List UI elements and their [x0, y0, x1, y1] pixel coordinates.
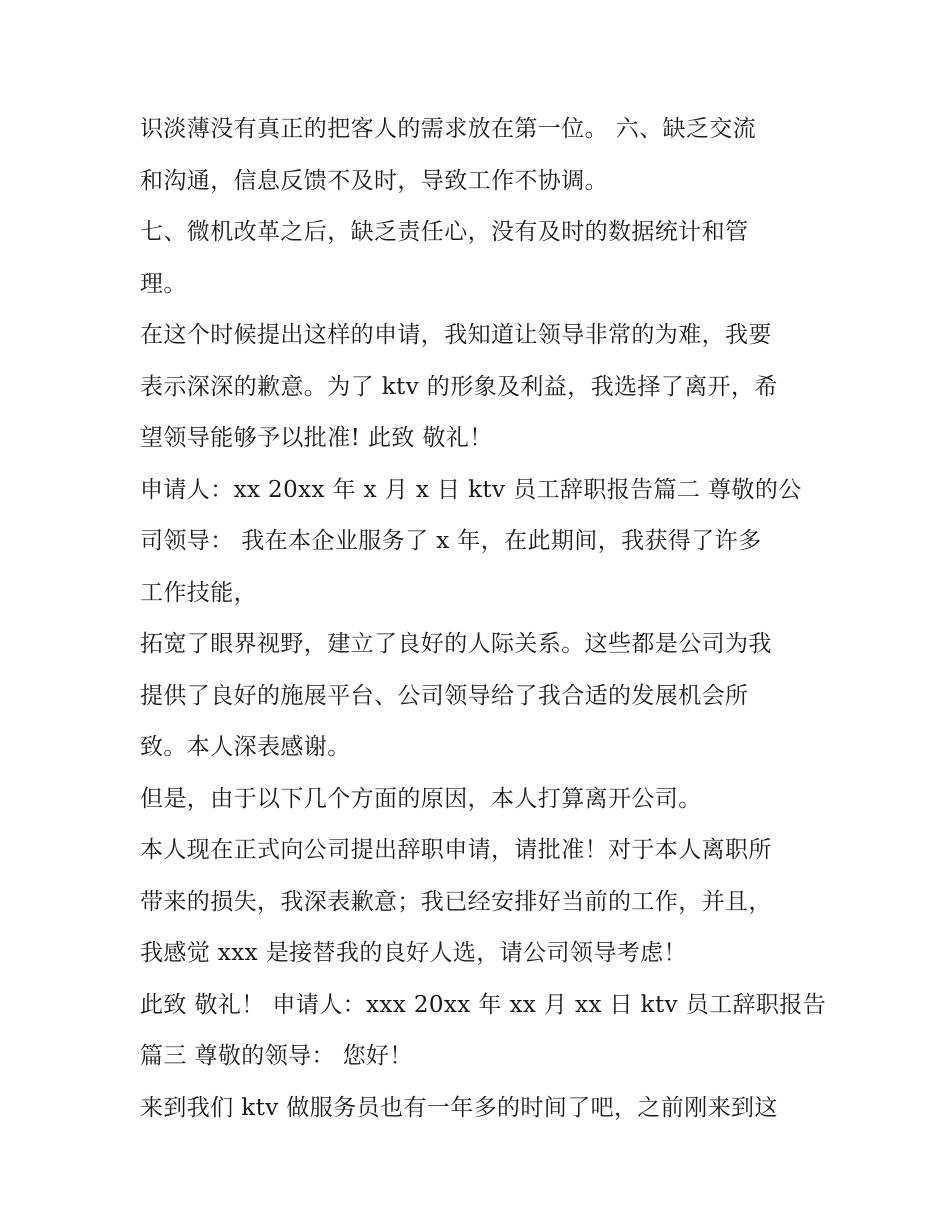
- text-line: 提供了良好的施展平台、公司领导给了我合适的发展机会所: [140, 682, 749, 709]
- text-line: 带来的损失，我深表歉意；我已经安排好当前的工作，并且，: [140, 888, 772, 915]
- text-line: 本人现在正式向公司提出辞职申请，请批准！对于本人离职所: [140, 837, 772, 863]
- text-line: 理。: [140, 270, 187, 297]
- text-line: 七、微机改革之后，缺乏责任心，没有及时的数据统计和管: [140, 219, 749, 245]
- text-line: 此致 敬礼！ 申请人：xxx 20xx 年 xx 月 xx 日 ktv 员工辞职报告: [140, 991, 827, 1018]
- text-line: 望领导能够予以批准! 此致 敬礼！: [140, 425, 493, 451]
- text-line: 我感觉 xxx 是接替我的良好人选，请公司领导考虑！: [140, 940, 687, 966]
- text-line: 司领导： 我在本企业服务了 x 年，在此期间，我获得了许多: [140, 528, 762, 554]
- text-line: 申请人：xx 20xx 年 x 月 x 日 ktv 员工辞职报告篇二 尊敬的公: [140, 476, 802, 503]
- text-line: 和沟通，信息反馈不及时，导致工作不协调。: [140, 167, 608, 194]
- text-line: 但是，由于以下几个方面的原因，本人打算离开公司。: [140, 785, 702, 812]
- text-line: 拓宽了眼界视野，建立了良好的人际关系。这些都是公司为我: [140, 631, 772, 657]
- document-body: [140, 104, 830, 1134]
- text-line: 在这个时候提出这样的申请，我知道让领导非常的为难，我要: [140, 322, 772, 348]
- text-line: 识淡薄没有真正的把客人的需求放在第一位。 六、缺乏交流: [140, 116, 757, 142]
- text-line: 致。本人深表感谢。: [140, 734, 351, 760]
- text-line: 工作技能，: [140, 579, 257, 606]
- text-line: 篇三 尊敬的领导： 您好！: [140, 1043, 413, 1069]
- text-line: 表示深深的歉意。为了 ktv 的形象及利益，我选择了离开，希: [140, 373, 778, 400]
- text-line: 来到我们 ktv 做服务员也有一年多的时间了吧，之前刚来到这: [140, 1094, 778, 1121]
